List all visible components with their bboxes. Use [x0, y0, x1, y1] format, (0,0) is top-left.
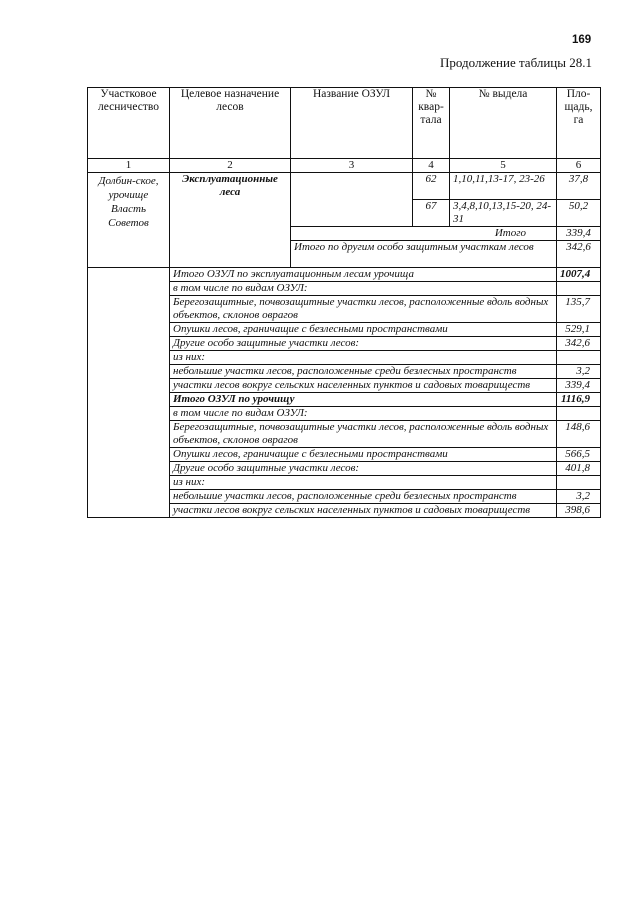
area-cell: 529,1	[557, 323, 601, 337]
column-numbers-row	[88, 159, 601, 173]
purpose-cell: Эксплуатационные леса	[170, 173, 291, 241]
summary-row	[88, 282, 601, 296]
area-cell: 3,2	[557, 365, 601, 379]
column-number: 4	[413, 159, 450, 173]
header-area: Пло-щадь, га	[557, 88, 601, 159]
area-cell	[557, 351, 601, 365]
header-ozul-name: Название ОЗУЛ	[291, 88, 413, 159]
area-cell: 342,6	[557, 241, 601, 268]
summary-row	[88, 462, 601, 476]
column-number: 3	[291, 159, 413, 173]
summary-label: Итого ОЗУЛ по эксплуатационным лесам урочища	[170, 268, 557, 282]
summary-row	[88, 296, 601, 323]
area-cell: 135,7	[557, 296, 601, 323]
summary-label: небольшие участки лесов, расположенные среди безлесных пространств	[170, 365, 557, 379]
summary-row	[88, 323, 601, 337]
header-quarter: № квар-тала	[413, 88, 450, 159]
forestry-cell-continued	[88, 462, 170, 476]
summary-label: небольшие участки лесов, расположенные среди безлесных пространств	[170, 490, 557, 504]
purpose-cell-continued	[170, 241, 291, 268]
summary-row	[88, 407, 601, 421]
summary-label: Берегозащитные, почвозащитные участки лесов, расположенные вдоль водных объектов, склонов оврагов	[170, 421, 557, 448]
forestry-cell-continued	[88, 504, 170, 518]
summary-row	[88, 490, 601, 504]
area-cell: 401,8	[557, 462, 601, 476]
summary-row	[88, 379, 601, 393]
table-row	[88, 173, 601, 200]
forestry-cell-continued	[88, 323, 170, 337]
area-cell: 339,4	[557, 379, 601, 393]
ozul-table	[87, 87, 601, 518]
area-cell: 148,6	[557, 421, 601, 448]
summary-row	[88, 393, 601, 407]
summary-label: из них:	[170, 476, 557, 490]
plots-cell: 3,4,8,10,13,15-20, 24-31	[450, 200, 557, 227]
quarter-cell: 62	[413, 173, 450, 200]
itogo-other-label: Итого по другим особо защитным участкам лесов	[291, 241, 557, 268]
area-cell: 37,8	[557, 173, 601, 200]
column-number: 5	[450, 159, 557, 173]
column-number: 6	[557, 159, 601, 173]
area-cell	[557, 407, 601, 421]
forestry-cell-continued	[88, 407, 170, 421]
summary-label: Берегозащитные, почвозащитные участки лесов, расположенные вдоль водных объектов, склонов оврагов	[170, 296, 557, 323]
column-number: 1	[88, 159, 170, 173]
area-cell: 566,5	[557, 448, 601, 462]
forestry-cell-continued	[88, 393, 170, 407]
forestry-cell-continued	[88, 365, 170, 379]
area-cell	[557, 476, 601, 490]
area-cell	[557, 282, 601, 296]
summary-label: участки лесов вокруг сельских населенных пунктов и садовых товариществ	[170, 504, 557, 518]
table-header-row	[88, 88, 601, 159]
quarter-cell: 67	[413, 200, 450, 227]
table-caption: Продолжение таблицы 28.1	[440, 55, 592, 70]
summary-row	[88, 504, 601, 518]
column-number: 2	[170, 159, 291, 173]
area-cell: 1007,4	[557, 268, 601, 282]
forestry-cell-continued	[88, 476, 170, 490]
summary-label: в том числе по видам ОЗУЛ:	[170, 407, 557, 421]
forestry-cell-continued	[88, 296, 170, 323]
forestry-cell-continued	[88, 351, 170, 365]
forestry-cell: Долбин-ское, урочище Власть Советов	[88, 173, 170, 268]
summary-row	[88, 268, 601, 282]
area-cell: 398,6	[557, 504, 601, 518]
area-cell: 342,6	[557, 337, 601, 351]
header-purpose: Целевое назначение лесов	[170, 88, 291, 159]
header-plot: № выдела	[450, 88, 557, 159]
forestry-cell-continued	[88, 490, 170, 504]
forestry-cell-continued	[88, 337, 170, 351]
forestry-cell-continued	[88, 421, 170, 448]
area-cell: 339,4	[557, 227, 601, 241]
area-cell: 50,2	[557, 200, 601, 227]
summary-label: в том числе по видам ОЗУЛ:	[170, 282, 557, 296]
summary-label: Другие особо защитные участки лесов:	[170, 462, 557, 476]
area-cell: 3,2	[557, 490, 601, 504]
summary-row	[88, 476, 601, 490]
summary-row	[88, 421, 601, 448]
area-cell: 1116,9	[557, 393, 601, 407]
summary-label: Опушки лесов, граничащие с безлесными пространствами	[170, 448, 557, 462]
summary-label: Опушки лесов, граничащие с безлесными пространствами	[170, 323, 557, 337]
summary-label: участки лесов вокруг сельских населенных пунктов и садовых товариществ	[170, 379, 557, 393]
itogo-label: Итого	[291, 227, 557, 241]
summary-row	[88, 448, 601, 462]
forestry-cell-continued	[88, 448, 170, 462]
summary-label: Другие особо защитные участки лесов:	[170, 337, 557, 351]
summary-row	[88, 351, 601, 365]
forestry-cell-continued	[88, 282, 170, 296]
plots-cell: 1,10,11,13-17, 23-26	[450, 173, 557, 200]
summary-row	[88, 337, 601, 351]
header-forestry: Участковое лесничество	[88, 88, 170, 159]
page-number: 169	[572, 34, 592, 46]
ozul-name-cell	[291, 173, 413, 227]
forestry-cell-continued	[88, 379, 170, 393]
summary-row	[88, 365, 601, 379]
forestry-cell-continued	[88, 268, 170, 282]
summary-label: Итого ОЗУЛ по урочищу	[170, 393, 557, 407]
summary-label: из них:	[170, 351, 557, 365]
